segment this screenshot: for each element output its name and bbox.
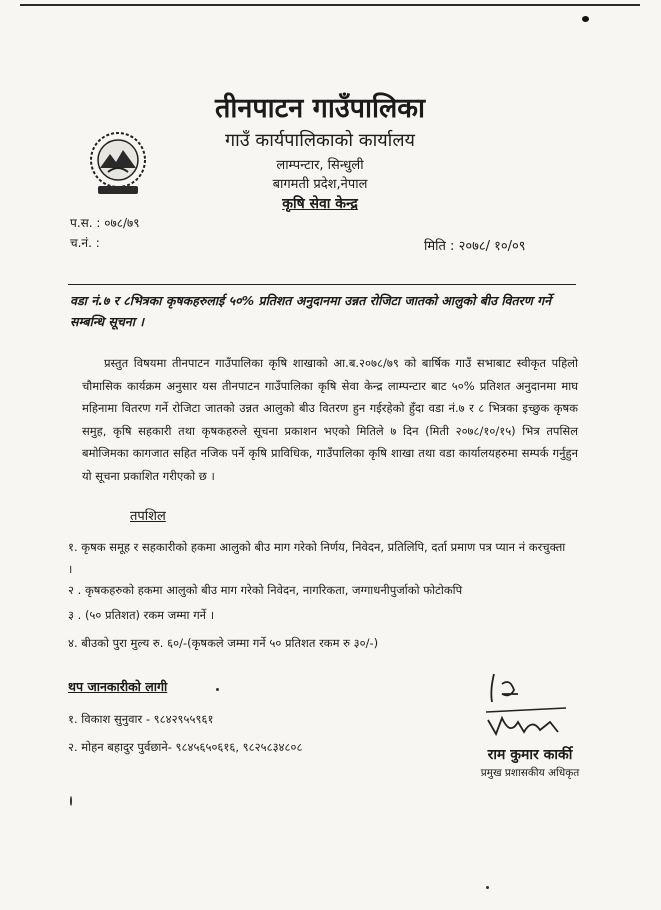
list-item: २ . कृषकहरुको हकमा आलुको बीउ माग गरेको निवेदन, नागरिकता, जग्गाधनीपुर्जाको फोटोकपि — [68, 583, 463, 597]
org-name: तीनपाटन गाउँपालिका — [214, 93, 426, 124]
speck — [216, 688, 219, 691]
nepal-emblem-icon — [88, 130, 148, 198]
speck — [70, 796, 72, 806]
address-line-2: बागमती प्रदेश,नेपाल — [272, 177, 368, 192]
subject-line: वडा नं.७ र ८भित्रका कृषकहरुलाई ५०% प्रतिशत अनुदानमा उन्नत रोजिटा जातको आलुको बीउ वितरण गर्ने सम्बन्धि सूचना । — [70, 293, 552, 329]
divider-line — [68, 284, 576, 285]
ink-dot — [582, 16, 589, 22]
department-name: कृषि सेवा केन्द्र — [282, 196, 358, 212]
signatory-name: राम कुमार कार्की — [487, 747, 573, 763]
body-paragraph: प्रस्तुत विषयमा तीनपाटन गाउँपालिका कृषि शाखाको आ.ब.२०७८/७९ को बार्षिक गाउँ सभाबाट स्वीकृत पहिलो चौमासिक कार्यक्रम अनुसार यस तीनपाटन गाउँपालिका कृषि सेवा केन्द्र लाम्पन्टार बाट ५०% प्रतिशत अनुदानमा माघ महिनामा वितरण गर्ने रोजिटा जातको उन्नत आलुको बीउ वितरण हुन गईरहेको हुँदा वडा नं.७ र ८ भित्रका इच्छुक कृषक समुह, कृषि सहकारी तथा कृषकहरुले सूचना प्रकाशन भएको मितिले ७ दिन (मिती २०७८/१०/१५) भित्र तपसिल बमोजिमका कागजात सहित नजिक पर्ने कृषि प्राविधिक, गाउँपालिका कृषि शाखा तथा वडा कार्यालयहरुमा सम्पर्क गर्नुहुन यो सूचना प्रकाशित गरीएको छ । — [82, 356, 578, 483]
contact-item: १. विकाश सुनुवार - ९८४२९५५९६१ — [68, 712, 214, 726]
list-item: ४. बीउको पुरा मुल्य रु. ६०/-(कृषकले जम्मा गर्ने ५० प्रतिशत रकम रु ३०/-) — [68, 636, 379, 650]
date: मिति : २०७८/ १०/०९ — [424, 239, 526, 254]
tapasil-heading: तपशिल — [130, 509, 166, 524]
list-item: १. कृषक समूह र सहकारीको हकमा आलुको बीउ माग गरेको निर्णय, निवेदन, प्रतिलिपि, दर्ता प्रमाण पत्र प्यान नं करचुक्ता । — [68, 540, 566, 576]
signatory-title: प्रमुख प्रशासकीय अधिकृत — [480, 767, 580, 779]
contact-item: २. मोहन बहादुर पुर्वछाने- ९८४५६५०६१६, ९८२५८३४८०८ — [68, 740, 303, 754]
list-item: ३ . (५० प्रतिशत) रकम जम्मा गर्ने । — [68, 608, 215, 622]
reference-number: प.स. : ०७८/७९ — [70, 216, 140, 230]
office-name: गाउँ कार्यपालिकाको कार्यालय — [225, 130, 415, 151]
handwritten-signature — [480, 668, 570, 748]
dispatch-number: च.नं. : — [70, 236, 100, 250]
top-border-line — [20, 4, 640, 6]
speck — [486, 886, 489, 889]
contact-heading: थप जानकारीको लागी — [68, 679, 168, 694]
address-line-1: लाम्पन्टार, सिन्धुली — [276, 158, 364, 173]
